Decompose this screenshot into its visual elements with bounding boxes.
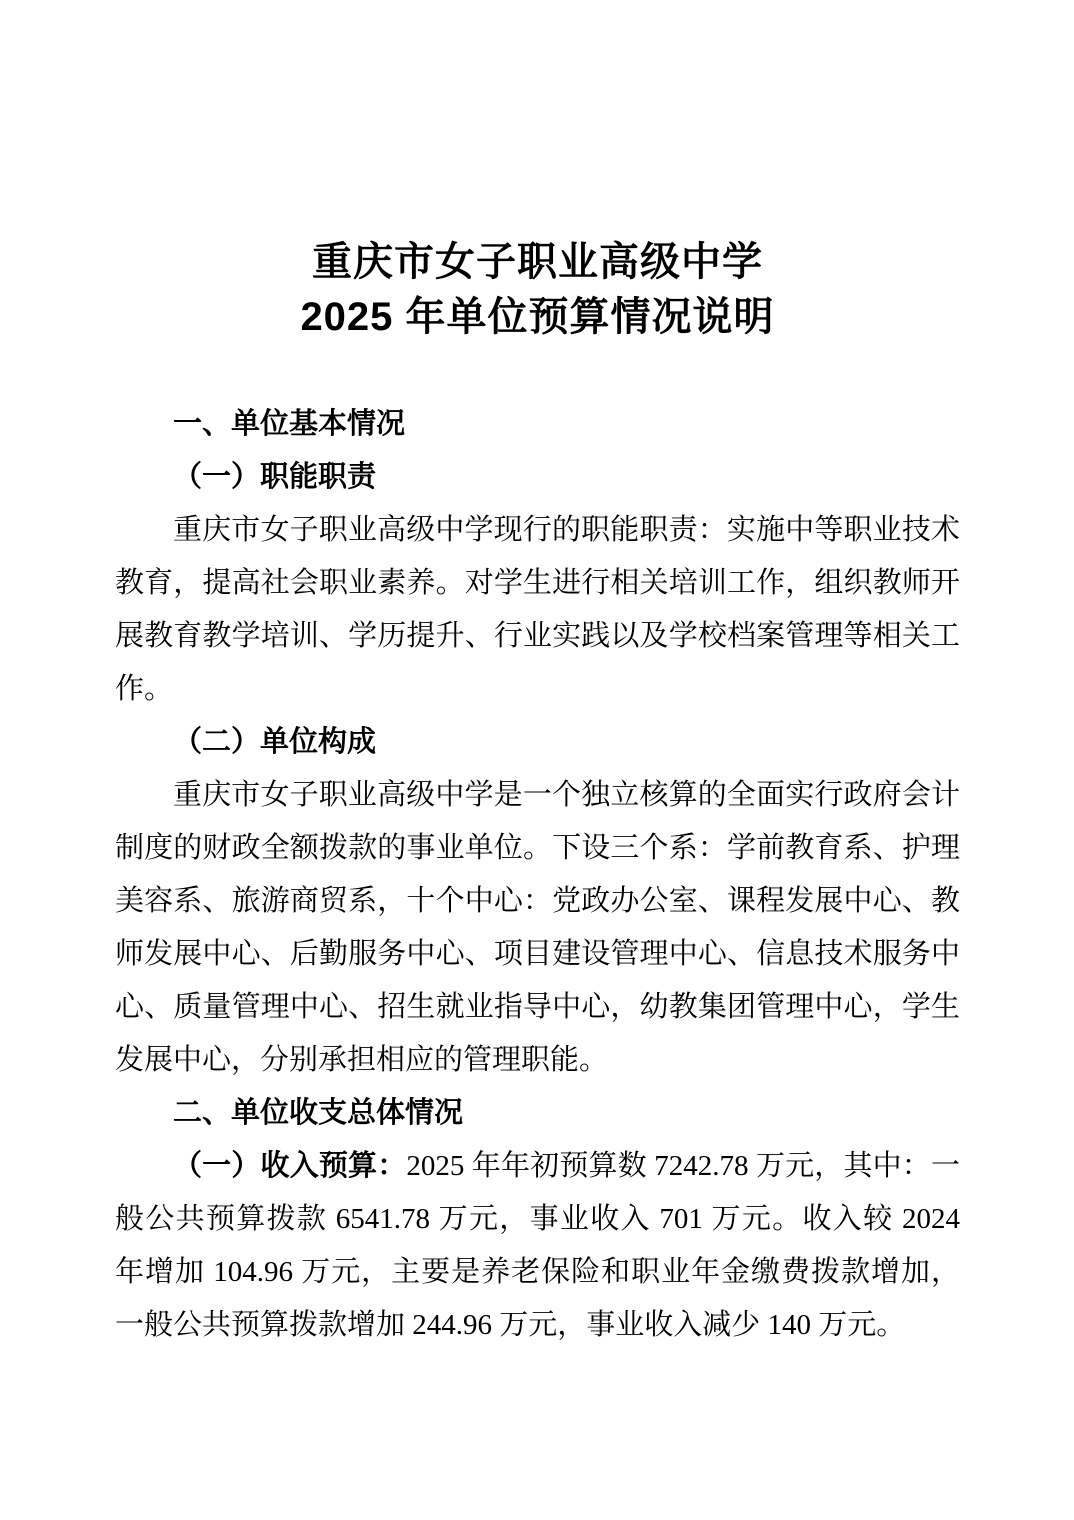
subsection-1-2-heading: （二）单位构成 — [173, 726, 377, 758]
paragraph-composition: 重庆市女子职业高级中学是一个独立核算的全面实行政府会计制度的财政全额拨款的事业单位。下设三个系：学前教育系、护理美容系、旅游商贸系，十个中心：党政办公室、课程发展中心、教师发展中心、后勤服务中心、项目建设管理中心、信息技术服务中心、质量管理中心、招生就业指导中心，幼教集团管理中心，学生发展中心，分别承担相应的管理职能。 — [115, 779, 960, 1076]
paragraph-duties: 重庆市女子职业高级中学现行的职能职责：实施中等职业技术教育，提高社会职业素养。对学生进行相关培训工作，组织教师开展教育教学培训、学历提升、行业实践以及学校档案管理等相关工作。 — [115, 514, 960, 705]
paragraph-income-budget — [115, 1140, 960, 1352]
document-title-line2: 2025 年单位预算情况说明 — [300, 295, 775, 339]
subsection-1-1-heading: （一）职能职责 — [173, 461, 377, 493]
section-2-heading: 二、单位收支总体情况 — [173, 1097, 464, 1129]
document-title-line1: 重庆市女子职业高级中学 — [312, 240, 763, 284]
section-1-heading: 一、单位基本情况 — [173, 408, 406, 440]
income-budget-lead: （一）收入预算： — [173, 1150, 407, 1182]
income-budget-text: 2025 年年初预算数 7242.78 万元，其中：一般公共预算拨款 6541.78 万元，事业收入 701 万元。收入较 2024 年增加 104.96 万元，主要是养老保险和职业年金缴费拨款增加，一般公共预算拨款增加 244.96 万元，事业收入减少 140 万元。 — [115, 1150, 960, 1341]
document-body — [115, 398, 960, 1352]
document-title — [115, 235, 960, 345]
